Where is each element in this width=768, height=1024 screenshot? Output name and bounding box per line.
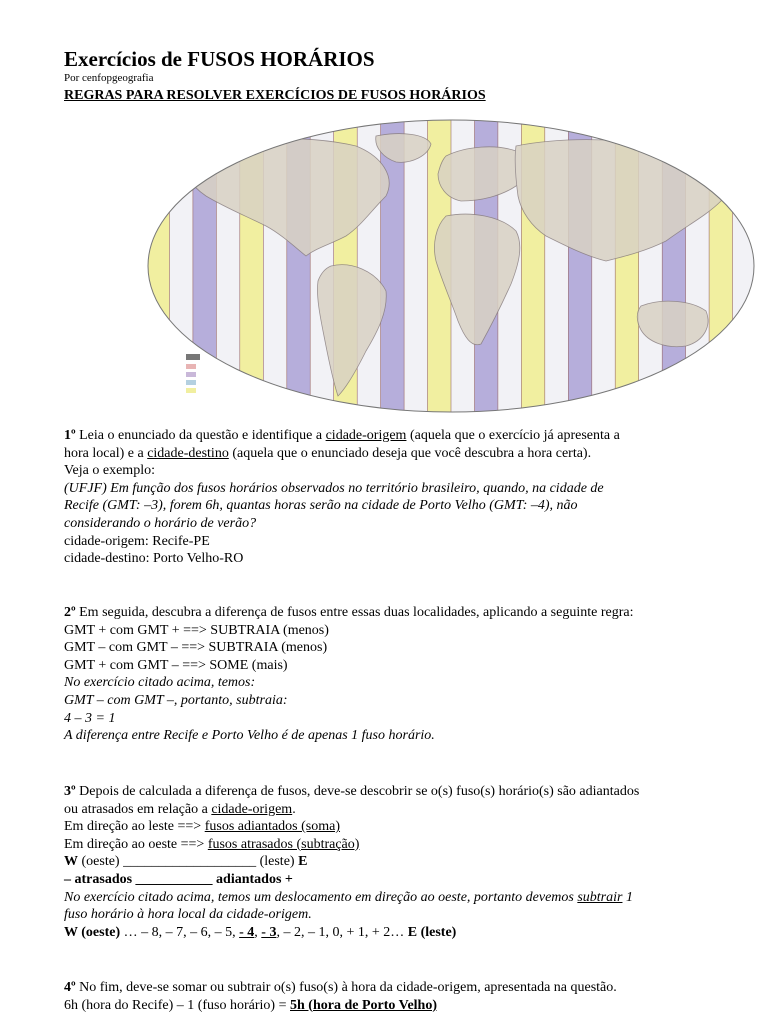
example-line-3: 4 – 3 = 1 (64, 710, 116, 726)
step-1: 1º Leia o enunciado da questão e identifique a cidade-origem (aquela que o exercício já apresenta a hora local) e a cidade-destino (aquela que o enunciado deseja que você descubra a hora certa). Veja o exemplo: (UFJF) Em função dos fusos horários observados no território brasileiro, quando, na cidade de Recife (GMT: –3), forem 6h, quantas horas serão na cidade de Porto Velho (GMT: –4), não considerando o horário de verão? cidade-origem: Recife-PE cidade-destino: Porto Velho-RO (64, 427, 724, 568)
rules-heading: REGRAS PARA RESOLVER EXERCÍCIOS DE FUSOS HORÁRIOS (64, 88, 486, 103)
step-4-number: 4º (64, 980, 76, 995)
east-rule: fusos adiantados (soma) (204, 819, 341, 835)
direction-axis: – atrasados ___________ adiantados + (64, 871, 293, 887)
final-answer: 5h (hora de Porto Velho) (290, 997, 437, 1013)
step-3-number: 3º (64, 784, 76, 799)
page-title: Exercícios de FUSOS HORÁRIOS (64, 47, 375, 71)
question-line-1: (UFJF) Em função dos fusos horários observados no território brasileiro, quando, na cidade de (64, 480, 604, 496)
time-zone-band (686, 116, 710, 416)
step-2: 2º Em seguida, descubra a diferença de fusos entre essas duas localidades, aplicando a seguinte regra: GMT + com GMT + ==> SUBTRAIA (menos) GMT – com GMT – ==> SUBTRAIA (menos) GMT + com GMT – ==> SOME (mais) No exercício citado acima, temos: GMT – com GMT –, portanto, subtraia: 4 – 3 = 1 A diferença entre Recife e Porto Velho é de apenas 1 fuso horário. (64, 604, 724, 745)
rule-3: GMT + com GMT – ==> SOME (mais) (64, 657, 288, 673)
example-intro: Veja o exemplo: (64, 463, 155, 479)
step-4: 4º No fim, deve-se somar ou subtrair o(s) fuso(s) à hora da cidade-origem, apresentada na questão. 6h (hora do Recife) – 1 (fuso horário) = 5h (hora de Porto Velho) (64, 980, 617, 1013)
cidade-origem-term: cidade-origem (325, 428, 407, 443)
cidade-destino-term: cidade-destino (147, 445, 229, 461)
time-zone-band (216, 116, 240, 416)
time-zone-band (146, 116, 170, 416)
destination-city: cidade-destino: Porto Velho-RO (64, 551, 244, 567)
origin-city: cidade-origem: Recife-PE (64, 533, 210, 549)
example-line-4: A diferença entre Recife e Porto Velho é de apenas 1 fuso horário. (64, 728, 435, 744)
question-line-3: considerando o horário de verão? (64, 515, 257, 531)
author-byline: Por cenfopgeografia (64, 72, 154, 84)
example-line-1: No exercício citado acima, temos: (64, 675, 256, 691)
zone-scale: W (oeste) … – 8, – 7, – 6, – 5, - 4, - 3, – 2, – 1, 0, + 1, + 2… E (leste) (64, 924, 457, 940)
time-zone-band (170, 116, 194, 416)
map-legend (186, 354, 200, 393)
west-rule: fusos atrasados (subtração) (207, 836, 360, 852)
rule-1: GMT + com GMT + ==> SUBTRAIA (menos) (64, 622, 329, 638)
time-zone-band (733, 116, 757, 416)
step-3: 3º Depois de calculada a diferença de fusos, deve-se descobrir se o(s) fuso(s) horário(s) são adiantados ou atrasados em relação a cidade-origem. Em direção ao leste ==> fusos adiantados (soma) Em direção ao oeste ==> fusos atrasados (subtração) W (oeste) ___________________ (leste) E – atrasados ___________ adiantados + No exercício citado acima, temos um deslocamento em direção ao oeste, portanto devemos subtrair 1 fuso horário à hora local da cidade-origem. W (oeste) … – 8, – 7, – 6, – 5, - 4, - 3, – 2, – 1, 0, + 1, + 2… E (leste) (64, 783, 724, 941)
time-zone-band (193, 116, 217, 416)
example-line-2: GMT – com GMT –, portanto, subtraia: (64, 692, 288, 708)
rule-2: GMT – com GMT – ==> SUBTRAIA (menos) (64, 640, 328, 656)
time-zone-band (709, 116, 733, 416)
question-line-2: Recife (GMT: –3), forem 6h, quantas horas serão na cidade de Porto Velho (GMT: –4), não (64, 498, 578, 514)
world-time-zones-map (146, 116, 756, 416)
step-1-number: 1º (64, 428, 76, 443)
time-zone-band (662, 116, 686, 416)
step-2-number: 2º (64, 605, 76, 620)
